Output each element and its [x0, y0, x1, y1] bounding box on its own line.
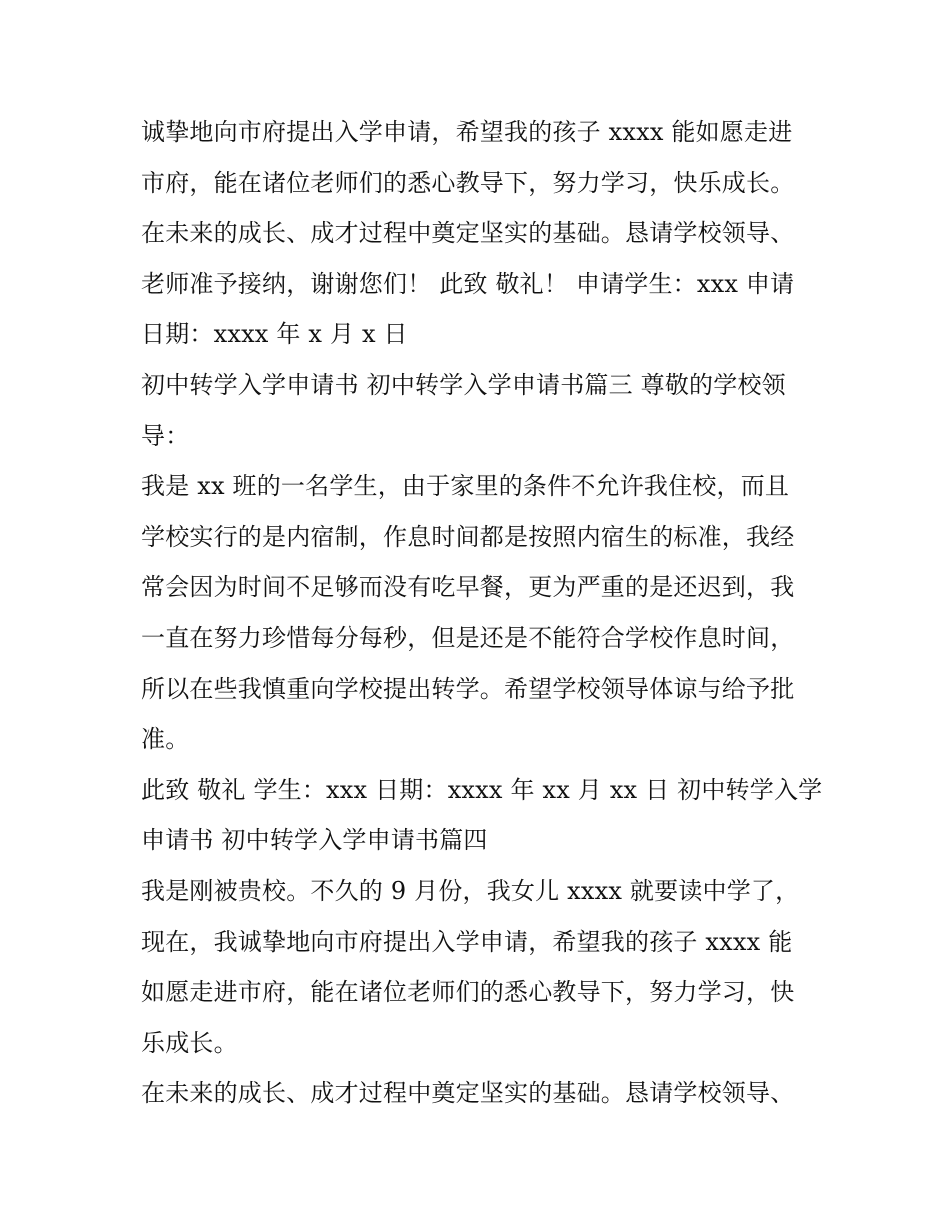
text-line: 一直在努力珍惜每分每秒，但是还是不能符合学校作息时间，: [141, 623, 795, 652]
text-line: 在未来的成长、成才过程中奠定坚实的基础。恳请学校领导、: [141, 1079, 795, 1108]
text-line: 申请书 初中转学入学申请书篇四: [141, 826, 488, 855]
document-body: [141, 107, 831, 1119]
text-line: 我是刚被贵校。不久的 9 月份，我女儿 xxxx 就要读中学了，: [141, 876, 800, 905]
text-line: 如愿走进市府，能在诸位老师们的悉心教导下，努力学习，快: [141, 978, 795, 1007]
text-line: 诚挚地向市府提出入学申请，希望我的孩子 xxxx 能如愿走进: [141, 118, 793, 146]
text-line: 乐成长。: [141, 1028, 238, 1057]
text-line: 此致 敬礼 学生：xxx 日期：xxxx 年 xx 月 xx 日 初中转学入学: [141, 775, 823, 804]
text-line: 所以在些我慎重向学校提出转学。希望学校领导体谅与给予批: [141, 674, 795, 703]
text-line: 日期：xxxx 年 x 月 x 日: [141, 320, 408, 349]
text-line: 现在，我诚挚地向市府提出入学申请，希望我的孩子 xxxx 能: [141, 927, 793, 956]
text-line: 在未来的成长、成才过程中奠定坚实的基础。恳请学校领导、: [141, 219, 795, 248]
text-line: 我是 xx 班的一名学生，由于家里的条件不允许我住校，而且: [141, 472, 790, 501]
text-line: 初中转学入学申请书 初中转学入学申请书篇三 尊敬的学校领: [141, 370, 786, 399]
text-line: 导：: [141, 421, 190, 450]
text-line: 市府，能在诸位老师们的悉心教导下，努力学习，快乐成长。: [141, 168, 795, 197]
text-line: 老师准予接纳，谢谢您们！ 此致 敬礼！ 申请学生：xxx 申请: [141, 269, 795, 298]
text-line: 常会因为时间不足够而没有吃早餐，更为严重的是还迟到，我: [141, 573, 795, 602]
text-line: 学校实行的是内宿制，作息时间都是按照内宿生的标准，我经: [141, 522, 795, 551]
text-line: 准。: [141, 725, 190, 754]
